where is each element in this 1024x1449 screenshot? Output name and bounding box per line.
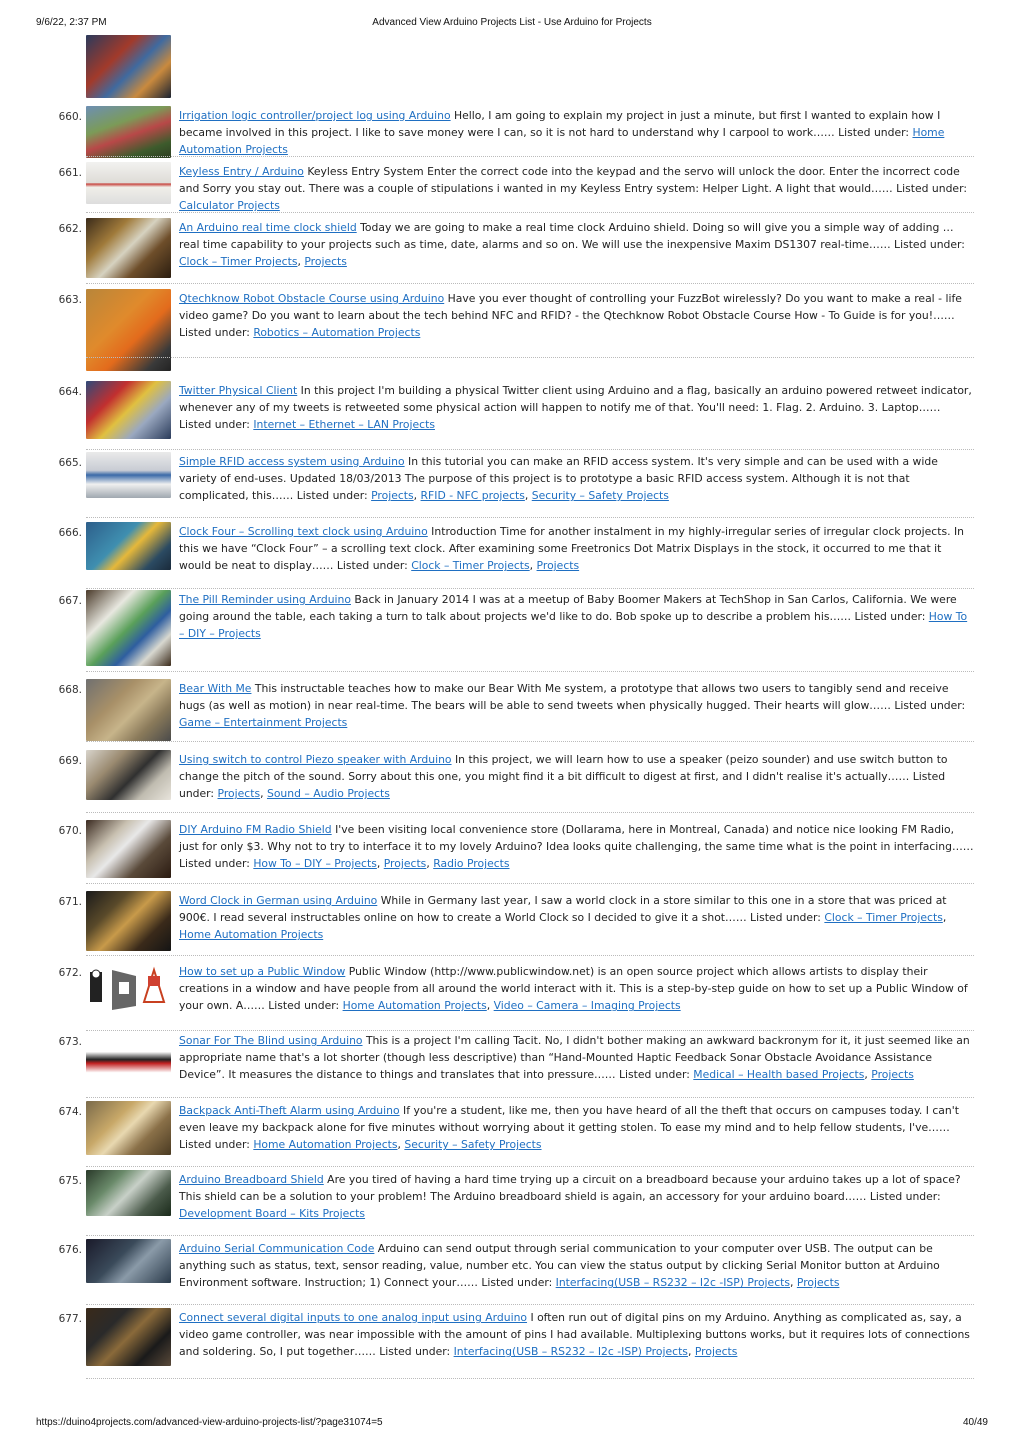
entry-divider: [86, 212, 974, 213]
entry-text: [179, 821, 974, 873]
entry-description: Hello, I am going to explain my project in just a minute, but first I wanted to explain how I became involved in this project. I like to save money were I can, so it is not hard to understand why I carpool to work…… Listed under:: [179, 109, 941, 140]
entry-thumbnail[interactable]: [86, 1101, 171, 1155]
entry-thumbnail[interactable]: [86, 1170, 171, 1216]
category-link[interactable]: Home Automation Projects: [342, 999, 487, 1013]
category-link[interactable]: Video – Camera – Imaging Projects: [493, 999, 681, 1013]
category-link[interactable]: Projects: [217, 787, 261, 801]
category-link[interactable]: How To – DIY – Projects: [253, 857, 377, 871]
entry-divider: [86, 741, 974, 742]
entry-title-link[interactable]: Qtechknow Robot Obstacle Course using Arduino: [179, 292, 445, 305]
category-link[interactable]: Game – Entertainment Projects: [179, 716, 348, 730]
category-link[interactable]: Development Board – Kits Projects: [179, 1207, 366, 1221]
entry-divider: [86, 883, 974, 884]
category-link[interactable]: Robotics – Automation Projects: [253, 326, 421, 340]
entry-thumbnail[interactable]: [86, 750, 171, 800]
entry-divider: [86, 1235, 974, 1236]
entry-title-link[interactable]: Arduino Serial Communication Code: [179, 1242, 375, 1255]
entry-title-link[interactable]: The Pill Reminder using Arduino: [179, 593, 351, 606]
entry-thumbnail[interactable]: [86, 1239, 171, 1283]
entry-number: 667.: [58, 595, 82, 607]
entry-text: [179, 290, 974, 342]
category-separator: ,: [260, 787, 267, 801]
entry-divider: [86, 1304, 974, 1305]
entry-text: [179, 751, 974, 803]
entry-text: [179, 963, 974, 1015]
entry-thumbnail[interactable]: [86, 891, 171, 951]
entry-divider: [86, 283, 974, 284]
entry-thumbnail[interactable]: [86, 289, 171, 371]
entry-text: [179, 1309, 974, 1361]
category-separator: ,: [864, 1068, 872, 1082]
entry-description: Keyless Entry System Enter the correct code into the keypad and the servo will unlock the door. Enter the incorrect code and Sorry you stay out. There was a couple of stipulations i wanted in my Keyless Entry system: Helper Light. A light that would…… Listed under:: [179, 165, 967, 196]
entry-text: [179, 1171, 974, 1223]
entry-description: Are you tired of having a hard time trying up a circuit on a breadboard because your arduino takes up a lot of space? This shield can be a solution to your problem! The Arduino breadboard shield is again, an accessory for your arduino board…… Listed under:: [179, 1173, 961, 1204]
entry-divider: [86, 812, 974, 813]
entry-text: [179, 453, 974, 505]
entry-text: [179, 163, 974, 215]
category-link[interactable]: Home Automation Projects: [179, 928, 324, 942]
entry-description: Arduino can send output through serial communication to your computer over USB. The output can be anything such as status, text, sensor reading, value, number etc. You can view the status output by clicking Serial Monitor button at Arduino Environment software. Instruction; 1) Connect your…… Listed under:: [179, 1242, 940, 1290]
entry-title-link[interactable]: Word Clock in German using Arduino: [179, 894, 378, 907]
entry-title-link[interactable]: How to set up a Public Window: [179, 965, 346, 978]
category-link[interactable]: Sound – Audio Projects: [266, 787, 390, 801]
entry-number: 662.: [58, 223, 82, 235]
entry-thumbnail-continued: [86, 35, 171, 98]
entry-number: 677.: [58, 1313, 82, 1325]
category-link[interactable]: Security – Safety Projects: [531, 489, 669, 503]
entry-number: 664.: [58, 386, 82, 398]
entry-text: [179, 1032, 974, 1084]
entry-number: 670.: [58, 825, 82, 837]
entry-divider: [86, 156, 974, 157]
entry-number: 666.: [58, 527, 82, 539]
entry-thumbnail[interactable]: [86, 679, 171, 741]
entry-title-link[interactable]: Using switch to control Piezo speaker with Arduino: [179, 753, 452, 766]
entry-text: [179, 1240, 974, 1292]
category-separator: ,: [529, 559, 537, 573]
entry-thumbnail[interactable]: [86, 162, 171, 204]
category-separator: ,: [376, 857, 384, 871]
entry-text: [179, 680, 974, 732]
entry-title-link[interactable]: Bear With Me: [179, 682, 252, 695]
category-separator: ,: [524, 489, 532, 503]
entry-description: Introduction Time for another instalment in my highly-irregular series of irregular clock projects. In this we have “Clock Four” – a scrolling text clock. After examining some Freetronics Dot Matrix Displays in the stock, it occurred to me that it would be neat to display…… Listed under:: [179, 525, 964, 573]
entry-number: 671.: [58, 896, 82, 908]
entry-description: In this project I'm building a physical Twitter client using Arduino and a flag, basically an arduino powered retweet indicator, whenever any of my tweets is retweeted some physical action will happen to notify me of that. You'll need: 1. Flag. 2. Arduino. 3. Laptop…… Listed under:: [179, 384, 972, 432]
entry-title-link[interactable]: Arduino Breadboard Shield: [179, 1173, 324, 1186]
entry-divider: [86, 1030, 974, 1031]
entry-title-link[interactable]: Irrigation logic controller/project log using Arduino: [179, 109, 451, 122]
entry-number: 675.: [58, 1175, 82, 1187]
entry-number: 673.: [58, 1036, 82, 1048]
entry-text: [179, 892, 974, 944]
entry-text: [179, 523, 974, 575]
category-link[interactable]: Clock – Timer Projects: [411, 559, 530, 573]
entry-number: 676.: [58, 1244, 82, 1256]
entry-title-link[interactable]: Backpack Anti-Theft Alarm using Arduino: [179, 1104, 400, 1117]
category-separator: ,: [687, 1345, 695, 1359]
entry-description: This is a project I'm calling Tacit. No, I didn't bother making an awkward backronym for it, it just seemed like an appropriate name that's a lot shorter (though less descriptive) than “Hand-Mounted Haptic Feedback Sonar Obstacle Avoidance Assistance Device”. It measures the distance to things and translates that into pressure…… Listed under:: [179, 1034, 970, 1082]
category-link[interactable]: Internet – Ethernet – LAN Projects: [253, 418, 435, 432]
category-link[interactable]: Clock – Timer Projects: [179, 255, 298, 269]
entry-description: In this project, we will learn how to use a speaker (peizo sounder) and use switch button to change the pitch of the sound. Sorry about this one, you might find it a bit difficult to digest at first, and I didn't realise it's actually…… Listed under:: [179, 753, 948, 801]
entry-text: [179, 591, 974, 643]
entry-description: If you're a student, like me, then you have heard of all the theft that occurs on campuses today. I can't even leave my backpack alone for five minutes without worrying about it getting stolen. To ease my mind and to help fellow students, I've…… Listed under:: [179, 1104, 959, 1152]
category-link[interactable]: Projects: [694, 1345, 738, 1359]
print-footer: [36, 1417, 988, 1431]
entry-number: 674.: [58, 1106, 82, 1118]
category-separator: ,: [397, 1138, 405, 1152]
entry-text: [179, 382, 974, 434]
entry-divider: [86, 1378, 974, 1379]
entry-thumbnail[interactable]: [86, 590, 171, 666]
print-datetime: 9/6/22, 2:37 PM: [36, 17, 107, 28]
entry-number: 660.: [58, 111, 82, 123]
entry-divider: [86, 1166, 974, 1167]
entry-description: In this tutorial you can make an RFID access system. It's very simple and can be used with a wide variety of end-uses. Updated 18/03/2013 The purpose of this project is to prototype a basic RFID access system. Although it is not that complicated, this…… Listed under:: [179, 455, 938, 503]
entry-thumbnail[interactable]: [86, 218, 171, 278]
entry-title-link[interactable]: Twitter Physical Client: [179, 384, 298, 397]
entry-number: 669.: [58, 755, 82, 767]
category-link[interactable]: Radio Projects: [433, 857, 510, 871]
entry-thumbnail[interactable]: [86, 820, 171, 878]
entry-title-link[interactable]: Connect several digital inputs to one analog input using Arduino: [179, 1311, 528, 1324]
entry-divider: [86, 449, 974, 450]
category-link[interactable]: Projects: [304, 255, 347, 269]
entry-number: 672.: [58, 967, 82, 979]
category-link[interactable]: Medical – Health based Projects: [693, 1068, 865, 1082]
category-link[interactable]: Security – Safety Projects: [404, 1138, 542, 1152]
entry-title-link[interactable]: DIY Arduino FM Radio Shield: [179, 823, 332, 836]
entry-title-link[interactable]: Simple RFID access system using Arduino: [179, 455, 405, 468]
entry-title-link[interactable]: Keyless Entry / Arduino: [179, 165, 304, 178]
entry-divider: [86, 357, 974, 358]
entry-number: 665.: [58, 457, 82, 469]
print-header: [36, 17, 988, 31]
entry-text: [179, 107, 974, 159]
category-separator: ,: [297, 255, 305, 269]
category-separator: ,: [790, 1276, 797, 1290]
category-separator: ,: [486, 999, 494, 1013]
entry-description: While in Germany last year, I saw a world clock in a store similar to this one in a store that was priced at 900€. I read several instructables online on how to create a World Clock so I decided to give it a shot…… Listed under:: [179, 894, 947, 925]
entry-thumbnail[interactable]: [86, 381, 171, 439]
public-window-picture: [86, 962, 171, 1014]
category-link[interactable]: Projects: [796, 1276, 840, 1290]
category-link[interactable]: Projects: [871, 1068, 914, 1082]
category-link[interactable]: Interfacing(USB – RS232 – I2c -ISP) Projects: [453, 1345, 688, 1359]
category-link[interactable]: RFID - NFC projects: [420, 489, 525, 503]
entry-description: Today we are going to make a real time clock Arduino shield. Doing so will give you a simple way of adding … real time capability to your projects such as time, date, alarms and so on. We will use the inexpensive Maxim DS1307 real-time…… Listed under:: [179, 221, 965, 252]
category-link[interactable]: Clock – Timer Projects: [824, 911, 943, 925]
entry-description: Have you ever thought of controlling your FuzzBot wirelessly? Do you want to make a real - life video game? Do you want to learn about the tech behind NFC and RFID? - the Qtechknow Robot Obstacle Course How - To Guide is for you!…… Listed under:: [179, 292, 962, 340]
category-link[interactable]: Home Automation Projects: [179, 126, 945, 157]
entry-title-link[interactable]: Sonar For The Blind using Arduino: [179, 1034, 363, 1047]
category-link[interactable]: Projects: [536, 559, 580, 573]
entry-thumbnail[interactable]: [86, 1308, 171, 1366]
entry-text: [179, 1102, 974, 1154]
entry-divider: [86, 671, 974, 672]
category-separator: ,: [942, 911, 947, 925]
category-link[interactable]: How To – DIY – Projects: [179, 610, 968, 641]
entry-description: This instructable teaches how to make our Bear With Me system, a prototype that allows two users to tangibly send and receive hugs (as well as motion) in near real-time. The bears will be able to send tweets when physically hugged. Their hearts will glow…… Listed under:: [179, 682, 966, 713]
print-url: https://duino4projects.com/advanced-view-arduino-projects-list/?page31074=5: [36, 1417, 383, 1428]
entry-divider: [86, 955, 974, 956]
entry-divider: [86, 588, 974, 589]
category-link[interactable]: Projects: [371, 489, 414, 503]
entry-description: I often run out of digital pins on my Arduino. Anything as complicated as, say, a video game controller, was near impossible with the amount of pins I had available. Multiplexing buttons works, but it requires lots of connections and soldering. So, I put together…… Listed under:: [179, 1311, 970, 1359]
entry-text: [179, 219, 974, 271]
category-separator: ,: [413, 489, 421, 503]
print-page-number: 40/49: [962, 1417, 988, 1428]
print-title: Advanced View Arduino Projects List - Use Arduino for Projects: [372, 17, 652, 28]
entry-divider: [86, 517, 974, 518]
category-link[interactable]: Interfacing(USB – RS232 – I2c -ISP) Projects: [555, 1276, 790, 1290]
category-link[interactable]: Home Automation Projects: [253, 1138, 398, 1152]
entry-description: I've been visiting local convenience store (Dollarama, here in Montreal, Canada) and notice nice looking FM Radio, just for only $3. Why not to try to interface it to my lovely Arduino? Idea looks quite challenging, the same time what is the point in interfacing…… Listed under:: [179, 823, 974, 871]
entry-description: Public Window (http://www.publicwindow.net) is an open source project which allows artists to display their creations in a window and have people from all around the world interact with it. This is a step-by-step guide on how to set up a Public Window of your own. A…… Listed under:: [179, 965, 968, 1013]
entry-thumbnail[interactable]: [86, 522, 171, 570]
entry-number: 661.: [58, 167, 82, 179]
entry-title-link[interactable]: Clock Four – Scrolling text clock using Arduino: [179, 525, 428, 538]
entry-number: 663.: [58, 294, 82, 306]
entry-divider: [86, 1097, 974, 1098]
entry-thumbnail[interactable]: [86, 962, 171, 1014]
category-link[interactable]: Projects: [383, 857, 427, 871]
category-link[interactable]: Calculator Projects: [179, 199, 280, 213]
entry-thumbnail[interactable]: [86, 452, 171, 498]
entry-thumbnail[interactable]: [86, 1031, 171, 1083]
entry-thumbnail[interactable]: [86, 106, 171, 158]
entry-title-link[interactable]: An Arduino real time clock shield: [179, 221, 357, 234]
category-separator: ,: [426, 857, 434, 871]
entry-description: Back in January 2014 I was at a meetup of Baby Boomer Makers at TechShop in San Carlos, California. We were going around the table, each taking a turn to talk about projects we'd like to do. Bob spoke up to describe a problem his…… Listed under:: [179, 593, 957, 624]
entry-number: 668.: [58, 684, 82, 696]
